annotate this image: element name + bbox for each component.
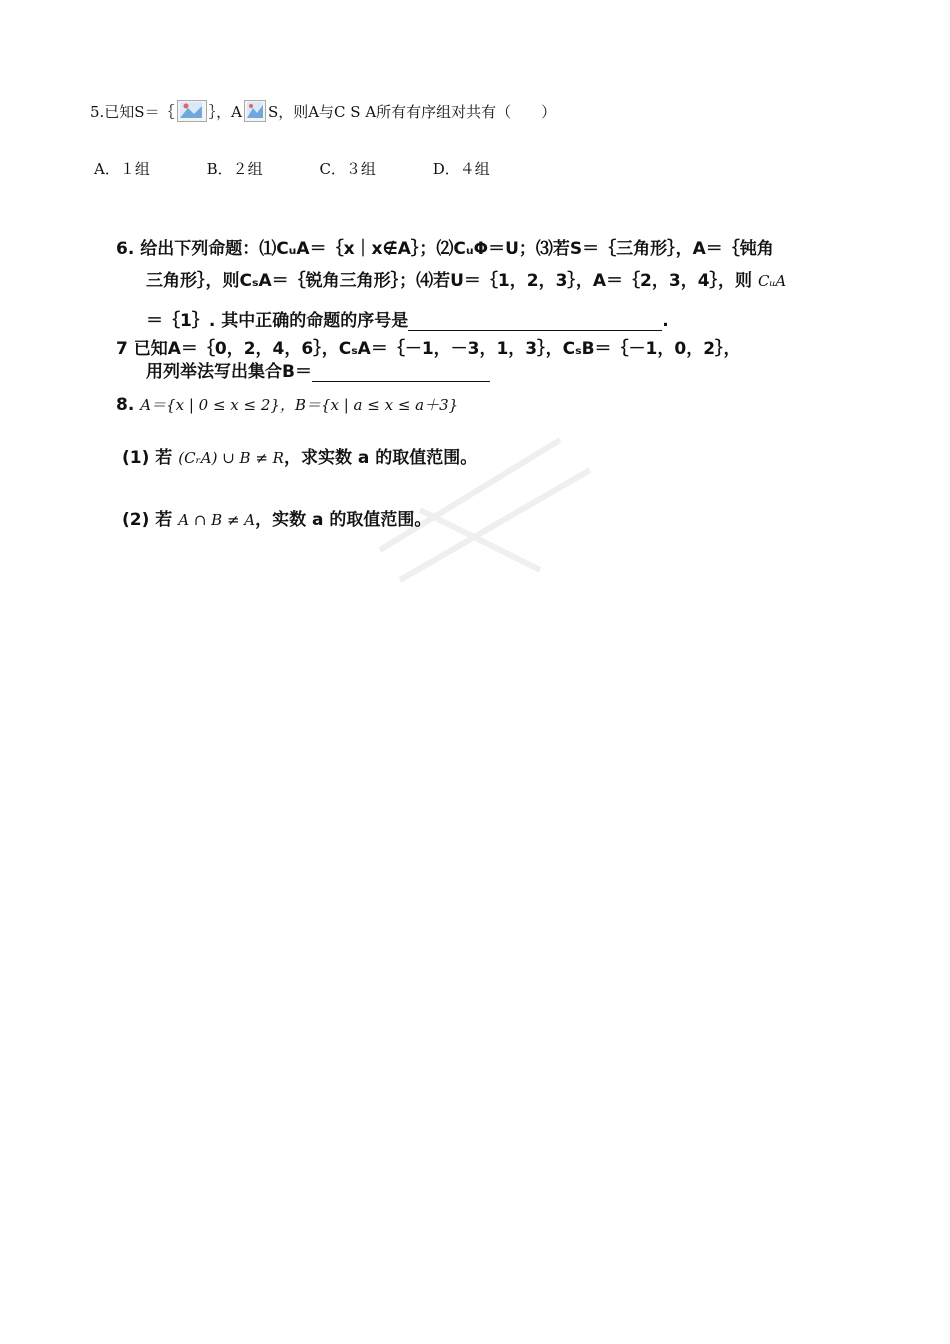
q8-part1-prefix: (1) 若: [122, 448, 173, 468]
watermark: [360, 400, 610, 600]
q7-line2-text: 用列举法写出集合B＝: [146, 362, 312, 382]
q8-part2-suffix: ，实数 a 的取值范围。: [255, 510, 432, 530]
q7-line2: [146, 357, 490, 382]
q6-line3-end: .: [662, 311, 669, 331]
broken-image-icon: [177, 100, 207, 122]
q6-line1: 6. 给出下列命题：⑴CᵤA＝｛x｜x∉A｝；⑵CᵤΦ＝U；⑶若S＝｛三角形｝，A＝｛钝角: [116, 239, 774, 259]
q5-prefix: 5.已知S＝｛: [90, 102, 175, 121]
q8-part2-math: A ∩ B ≠ A: [178, 511, 256, 529]
q6-line2-text: 三角形｝，则CₛA＝｛锐角三角形｝；⑷若U＝｛1，2，3｝，A＝｛2，3，4｝，则: [146, 271, 753, 291]
q6-line2-math: CᵤA: [757, 272, 787, 290]
question-5: [90, 100, 556, 122]
option-c: C．３组: [319, 160, 376, 178]
q6-answer-blank[interactable]: [408, 312, 662, 331]
option-b: B．２组: [206, 160, 263, 178]
q6-line3-text: ＝｛1｝. 其中正确的命题的序号是: [146, 311, 409, 331]
q5-options: [94, 158, 542, 179]
q8-part1-math: (CᵣA) ∪ B ≠ R: [178, 449, 284, 467]
q6-line3: [146, 306, 669, 331]
q8-part2-prefix: (2) 若: [122, 510, 173, 530]
q7-line1: 7 已知A＝｛0，2，4，6｝，CₛA＝｛－1，－3，1，3｝，CₛB＝｛－1，0，2｝，: [116, 339, 741, 359]
q7-answer-blank[interactable]: [312, 363, 490, 382]
q8-part1-suffix: ，求实数 a 的取值范围。: [283, 448, 478, 468]
broken-image-icon: [244, 100, 266, 122]
q6-line2: [146, 266, 786, 291]
q8-math: A＝{x | 0 ≤ x ≤ 2}，B＝{x | a ≤ x ≤ a＋3}: [140, 396, 459, 414]
option-d: D．４组: [432, 160, 490, 178]
q5-suffix: S，则A与C S A所有有序组对共有（ ）: [267, 102, 557, 121]
q8-label: 8.: [116, 395, 135, 415]
q5-mid: ｝，A: [208, 102, 242, 121]
option-a: A．１组: [94, 160, 150, 178]
